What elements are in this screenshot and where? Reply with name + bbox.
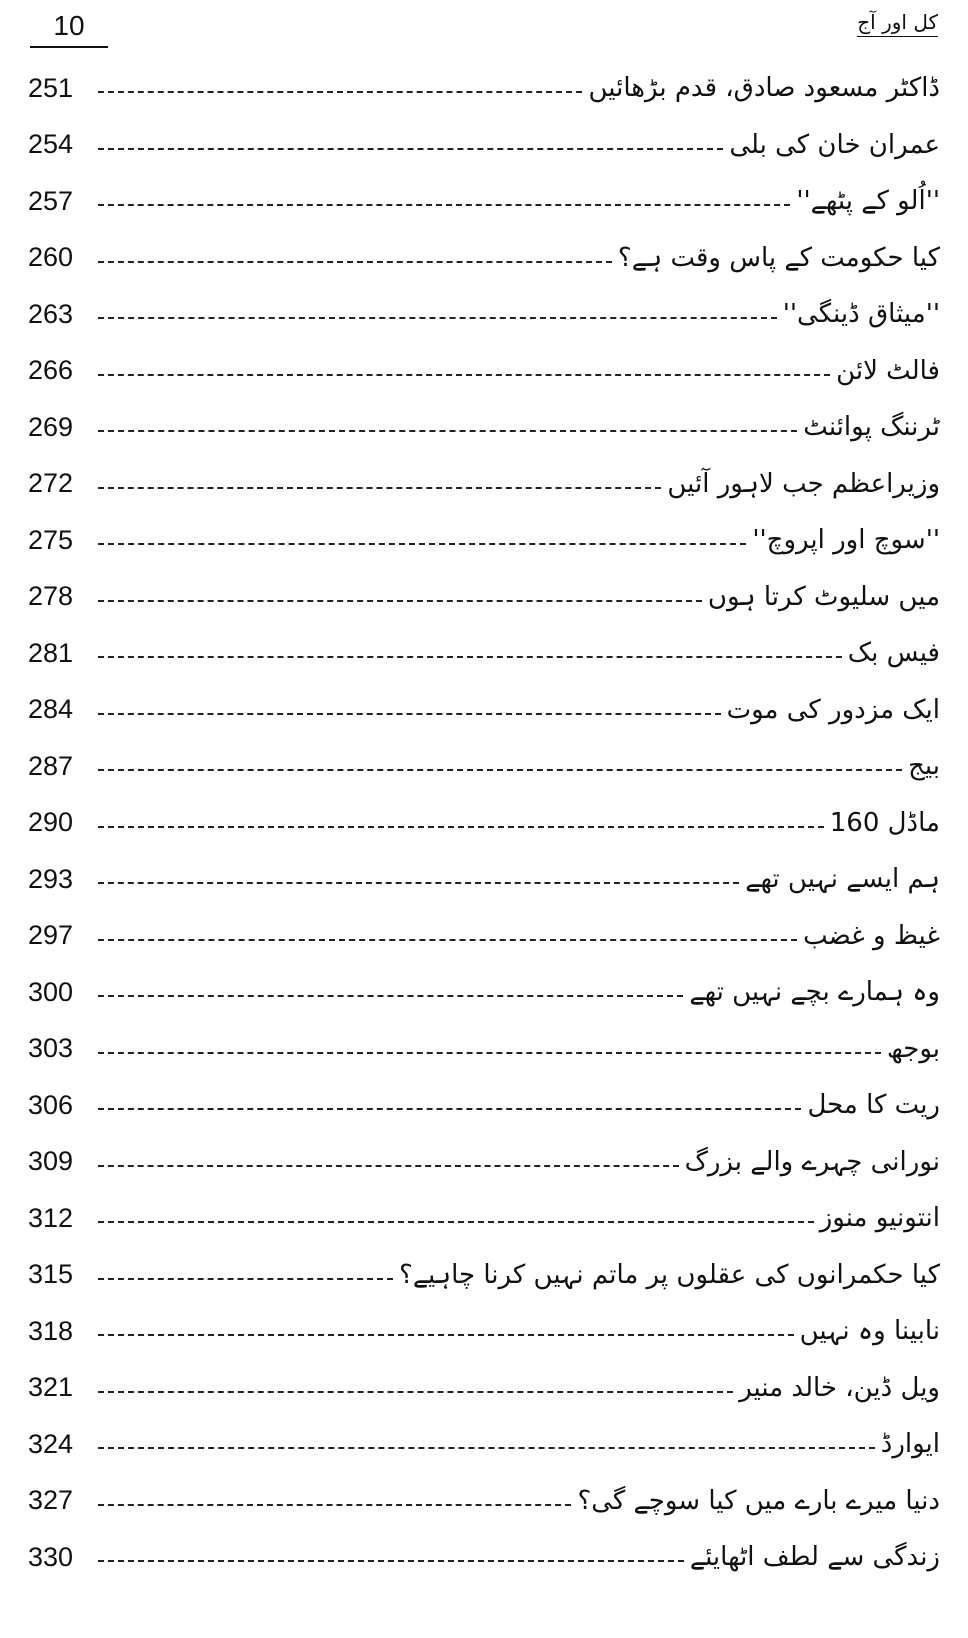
- toc-entry-title: ویل ڈین، خالد منیر: [739, 1372, 940, 1403]
- toc-entry-leader: [98, 826, 824, 828]
- toc-entry-title: زندگی سے لطف اٹھایئے: [689, 1542, 940, 1573]
- toc-entry-page: 272: [28, 468, 74, 499]
- toc-entry-title: ایک مزدور کی موت: [726, 694, 940, 725]
- toc-entry: [28, 286, 940, 343]
- toc-entry-leader: [98, 1504, 571, 1506]
- toc-entry-title: انتونیو منوز: [819, 1203, 940, 1234]
- toc-entry-title: غیظ و غضب: [803, 920, 940, 951]
- toc-entry-title: وہ ہمارے بچے نہیں تھے: [689, 977, 940, 1008]
- toc-entry-leader: [98, 882, 739, 884]
- toc-entry-page: 290: [28, 807, 74, 838]
- toc-entry-title: ڈاکٹر مسعود صادق، قدم بڑھائیں: [588, 73, 940, 104]
- toc-entry: [28, 738, 940, 795]
- toc-entry-leader: [98, 1278, 393, 1280]
- toc-entry-title: ''میثاق ڈینگی'': [782, 299, 940, 330]
- toc-entry-leader: [98, 204, 790, 206]
- toc-entry-leader: [98, 1560, 684, 1562]
- toc-entry-leader: [98, 317, 777, 319]
- toc-entry-leader: [98, 487, 661, 489]
- toc-entry-page: 315: [28, 1259, 74, 1290]
- toc-entry-title: ''اُلو کے پٹھے'': [796, 186, 940, 217]
- toc-entry-leader: [98, 543, 746, 545]
- toc-entry-title: بیج: [908, 751, 940, 782]
- table-of-contents: [28, 60, 940, 1586]
- toc-entry-title: ''سوچ اور اپروچ'': [752, 525, 940, 556]
- toc-entry-page: 300: [28, 976, 74, 1007]
- toc-entry-leader: [98, 430, 797, 432]
- toc-entry-page: 327: [28, 1485, 74, 1516]
- toc-entry-title: عمران خان کی بلی: [729, 129, 940, 160]
- toc-entry-leader: [98, 995, 683, 997]
- toc-entry-leader: [98, 1447, 875, 1449]
- toc-entry-title: ہم ایسے نہیں تھے: [745, 864, 940, 895]
- toc-entry-page: 330: [28, 1541, 74, 1572]
- toc-entry-title: نورانی چہرے والے بزرگ: [684, 1146, 940, 1177]
- toc-entry: [28, 1360, 940, 1417]
- toc-entry-title: ریت کا محل: [807, 1090, 940, 1121]
- toc-entry-leader: [98, 1221, 814, 1223]
- toc-entry-leader: [98, 1165, 679, 1167]
- toc-entry-page: 269: [28, 411, 74, 442]
- toc-entry-page: 318: [28, 1315, 74, 1346]
- toc-entry-leader: [98, 148, 723, 150]
- toc-entry-leader: [98, 1108, 801, 1110]
- toc-entry-title: ٹرننگ پوائنٹ: [803, 412, 940, 443]
- toc-entry: [28, 682, 940, 739]
- toc-entry-title: فالٹ لائن: [836, 355, 940, 386]
- toc-entry: [28, 60, 940, 117]
- toc-entry: [28, 625, 940, 682]
- toc-entry-page: 260: [28, 242, 74, 273]
- toc-entry-page: 266: [28, 355, 74, 386]
- toc-entry-title: میں سلیوٹ کرتا ہوں: [707, 581, 940, 612]
- toc-entry: [28, 456, 940, 513]
- toc-entry-page: 275: [28, 524, 74, 555]
- toc-entry-page: 297: [28, 920, 74, 951]
- toc-entry: [28, 173, 940, 230]
- toc-entry-leader: [98, 1391, 733, 1393]
- toc-entry: [28, 1021, 940, 1078]
- toc-entry: [28, 1473, 940, 1530]
- toc-entry-leader: [98, 939, 797, 941]
- toc-entry-page: 324: [28, 1428, 74, 1459]
- toc-entry-page: 287: [28, 750, 74, 781]
- toc-entry-leader: [98, 769, 902, 771]
- toc-entry: [28, 1077, 940, 1134]
- toc-entry: [28, 1190, 940, 1247]
- toc-entry-title: دنیا میرے بارے میں کیا سوچے گی؟: [577, 1485, 940, 1516]
- toc-entry-title: بوجھ: [886, 1033, 940, 1064]
- toc-entry: [28, 1529, 940, 1586]
- toc-entry-leader: [98, 91, 582, 93]
- page-number: 10: [53, 10, 85, 41]
- toc-entry: [28, 1247, 940, 1304]
- toc-entry-title: کیا حکومت کے پاس وقت ہے؟: [617, 242, 940, 273]
- toc-entry-page: 257: [28, 185, 74, 216]
- toc-entry-title: فیس بک: [847, 638, 940, 669]
- toc-entry: [28, 399, 940, 456]
- toc-entry-leader: [98, 713, 721, 715]
- toc-entry: [28, 230, 940, 287]
- toc-entry-page: 293: [28, 863, 74, 894]
- toc-entry-title: وزیراعظم جب لاہور آئیں: [667, 468, 940, 499]
- toc-entry-title: ایوارڈ: [880, 1429, 940, 1460]
- toc-entry-leader: [98, 600, 702, 602]
- toc-entry: [28, 908, 940, 965]
- toc-entry: [28, 964, 940, 1021]
- toc-entry: [28, 1416, 940, 1473]
- toc-entry-page: 254: [28, 129, 74, 160]
- toc-entry: [28, 512, 940, 569]
- toc-entry-leader: [98, 261, 612, 263]
- toc-entry-page: 306: [28, 1089, 74, 1120]
- page-header: [0, 0, 968, 58]
- toc-entry-page: 251: [28, 72, 74, 103]
- toc-entry: [28, 117, 940, 174]
- toc-entry-page: 278: [28, 581, 74, 612]
- toc-entry-page: 309: [28, 1146, 74, 1177]
- toc-entry-leader: [98, 656, 842, 658]
- toc-entry-page: 284: [28, 694, 74, 725]
- toc-entry: [28, 569, 940, 626]
- toc-entry-page: 281: [28, 637, 74, 668]
- toc-entry-page: 312: [28, 1202, 74, 1233]
- toc-entry: [28, 1303, 940, 1360]
- toc-entry: [28, 795, 940, 852]
- toc-entry-title: کیا حکمرانوں کی عقلوں پر ماتم نہیں کرنا چاہیے؟: [399, 1259, 940, 1290]
- toc-entry-leader: [98, 1052, 881, 1054]
- toc-entry: [28, 1134, 940, 1191]
- toc-entry-page: 303: [28, 1033, 74, 1064]
- toc-entry: [28, 343, 940, 400]
- toc-entry-title: ماڈل 160: [829, 807, 940, 838]
- toc-entry-page: 321: [28, 1372, 74, 1403]
- toc-entry-leader: [98, 1334, 794, 1336]
- page-number-underline: [30, 46, 108, 48]
- toc-entry-title: نابینا وہ نہیں: [799, 1316, 940, 1347]
- toc-entry: [28, 851, 940, 908]
- toc-entry-page: 263: [28, 298, 74, 329]
- book-title: کل اور آج: [857, 10, 938, 37]
- toc-entry-leader: [98, 374, 830, 376]
